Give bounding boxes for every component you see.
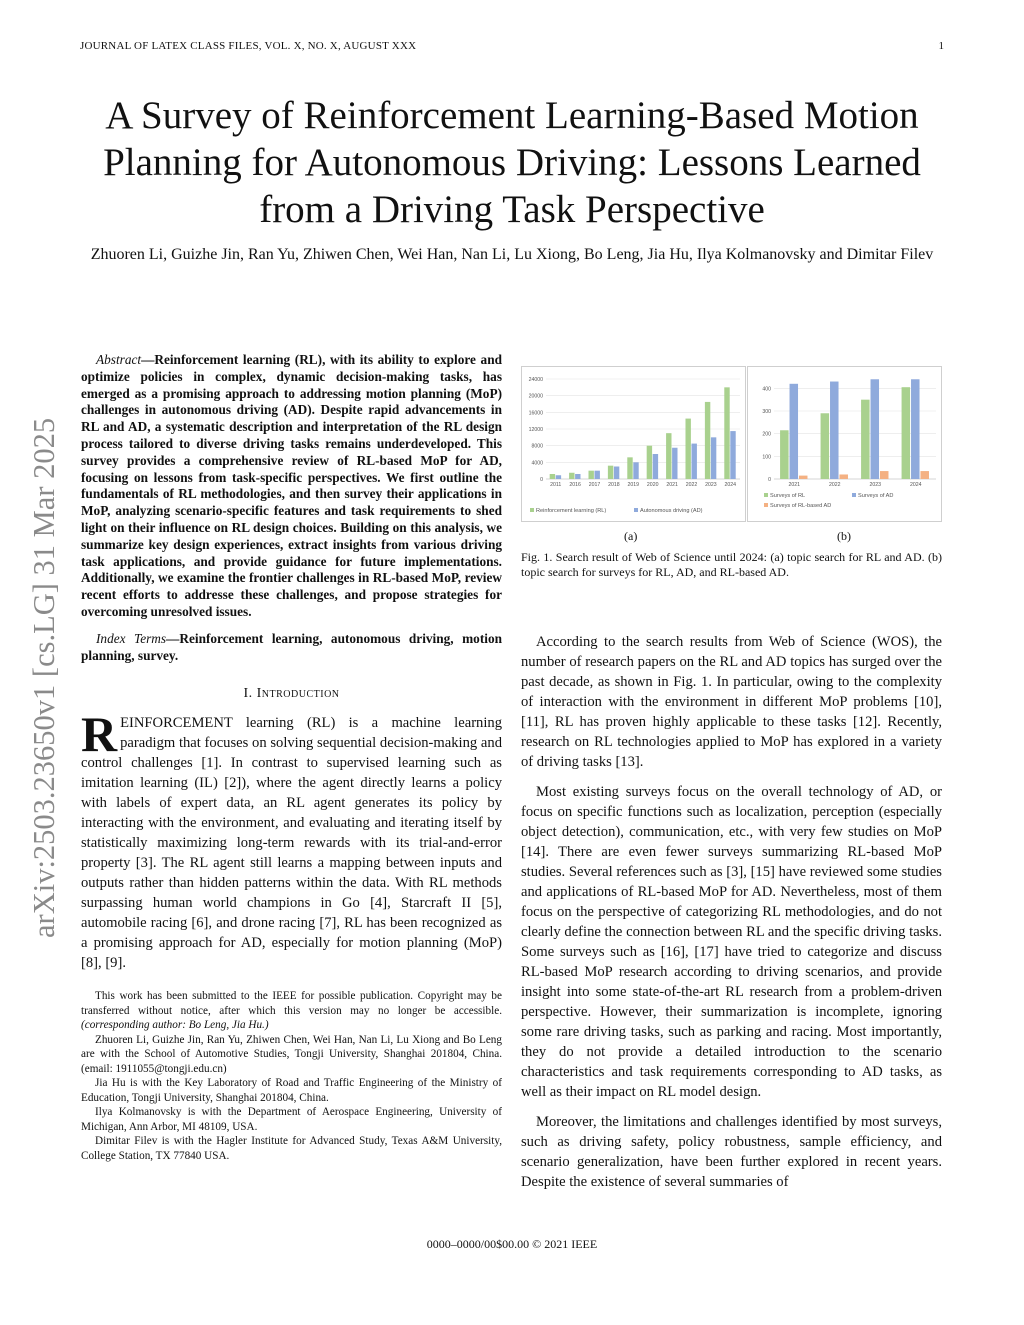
index-terms-lead: Index Terms— (96, 630, 180, 646)
chart-panel-b (747, 366, 942, 522)
bar (790, 384, 799, 479)
x-tick-label: 2024 (724, 482, 737, 488)
x-tick-label: 2019 (627, 482, 640, 488)
footnote-submission: This work has been submitted to the IEEE for possible publication. Copyright may be transferred without notice, after which this version may no longer be accessible. (corresponding author: Bo Leng, Jia Hu.) (81, 990, 502, 1032)
bar (575, 474, 580, 479)
bar (711, 437, 716, 479)
legend-swatch (530, 508, 534, 512)
running-head: JOURNAL OF LATEX CLASS FILES, VOL. X, NO. X, AUGUST XXX (80, 40, 417, 52)
intro-paragraph (81, 706, 502, 973)
y-tick-label: 200 (762, 431, 771, 438)
legend-entry: Surveys of AD (858, 493, 894, 499)
bar (633, 462, 638, 479)
footnote-corresponding: (corresponding author: Bo Leng, Jia Hu.) (81, 1019, 269, 1032)
y-tick-label: 12000 (528, 427, 543, 433)
figure-1 (521, 366, 942, 550)
footnote-affiliation: Ilya Kolmanovsky is with the Department of Aerospace Engineering, University of Michigan, Ann Arbor, MI 48109, USA. (81, 1106, 502, 1133)
section-number: I. (243, 686, 253, 702)
copyright-footer: 0000–0000/00$00.00 © 2021 IEEE (426, 1237, 598, 1251)
body-paragraph: Moreover, the limitations and challenges identified by most surveys, such as driving safety, policy robustness, sample efficiency, and scenario generalization, have been further explored in recent years. Despite the existence of several summaries of (521, 1114, 942, 1190)
paper-title: A Survey of Reinforcement Learning-Based Motion Planning for Autonomous Driving: Lessons Learned from a Driving Task Perspective (103, 94, 921, 231)
footnote-affiliation: Zhuoren Li, Guizhe Jin, Ran Yu, Zhiwen Chen, Wei Han, Nan Li, Lu Xiong and Bo Leng are with the School of Automotive Studies, Tongji University, Shanghai 201804, China. (email: 1911055@tongji.edu.cn) (81, 1033, 502, 1075)
x-tick-label: 2016 (569, 482, 581, 488)
legend-entry: Autonomous driving (AD) (640, 508, 703, 514)
bar (839, 474, 848, 479)
legend-swatch (764, 493, 768, 497)
x-tick-label: 2018 (608, 482, 620, 488)
body-paragraph: Most existing surveys focus on the overall technology of AD, or focus on specific functions such as localization, perception (especially object detection), communication, etc., with very few studies on MoP [14]. There are even fewer surveys summarizing RL-based MoP studies. Several references such as [3], [15] have reviewed some studies and applications of RL-based MoP for AD. Nevertheless, most of them focus on the perspective of categorizing RL methodologies, and do not clearly define the connection between RL and the specific driving tasks. Some surveys such as [16], [17] have tried to categorize and discuss RL-based MoP research according to driving scenarios, and provide insight into some state-of-the-art RL research from a problem-driven perspective. However, their summarization is incomplete, ignoring some rare driving tasks, such as parking and racing. Most importantly, they do not provide a detailed introduction to the scenario characteristics and task requirements corresponding to AD tasks, as well as their impact on RL model design. (521, 784, 942, 1100)
bar (830, 382, 839, 479)
y-tick-label: 0 (540, 477, 543, 483)
legend-entry: Surveys of RL (770, 493, 806, 499)
arxiv-stamp (16, 350, 66, 940)
bar (880, 471, 889, 479)
bar (780, 430, 789, 479)
bar (666, 433, 671, 479)
section-heading (81, 684, 502, 704)
x-tick-label: 2020 (646, 482, 659, 488)
y-tick-label: 100 (762, 454, 771, 461)
bar (608, 466, 613, 479)
bar (920, 471, 929, 479)
legend-swatch (852, 493, 856, 497)
bar (871, 379, 880, 479)
abstract (81, 352, 502, 621)
y-tick-label: 4000 (531, 460, 543, 467)
section-title: Introduction (256, 686, 340, 702)
bar (799, 476, 808, 479)
legend-swatch (764, 503, 768, 507)
figure-caption: Fig. 1. Search result of Web of Science until 2024: (a) topic search for RL and AD. (b) topic search for surveys for RL, AD, and RL-based AD. (521, 550, 942, 579)
footnote-affiliation: Dimitar Filev is with the Hagler Institute for Advanced Study, Texas A&M University, College Station, TX 77840 USA. (81, 1135, 502, 1162)
bar (653, 454, 658, 479)
y-tick-label: 400 (762, 386, 771, 393)
legend-swatch (634, 508, 638, 512)
abstract-text: Reinforcement learning (RL), with its ability to explore and optimize policies in complex, dynamic decision-making tasks, has emerged as a promising approach to addressing motion planning (MoP) challenges in autonomous driving (AD). Despite rapid advancements in RL and AD, a systematic description and interpretation of the RL design process tailored to diverse driving tasks remains underdeveloped. This survey provides a comprehensive review of RL-based MoP for AD, focusing on lessons from task-specific perspectives. We first outline the fundamentals of RL methodologies, and then survey their applications in MoP, analyzing scenario-specific features and task requirements to shed light on their influence on RL design choices. Building on this analysis, we summarize key design experiences, extract insights from various driving task applications, and provide guidance for future implementations. Additionally, we examine the frontier challenges in RL-based MoP, review recent efforts to addresse these challenges, and propose strategies for overcoming unresolved issues. (81, 352, 502, 619)
bar (672, 448, 677, 479)
bar (902, 387, 911, 479)
right-column (521, 366, 942, 1192)
abstract-lead: Abstract— (96, 352, 155, 367)
bar (705, 402, 710, 479)
bar (588, 471, 593, 479)
y-tick-label: 8000 (531, 443, 543, 450)
dropcap: R (81, 706, 118, 763)
left-column (81, 352, 502, 1163)
bar (647, 446, 652, 479)
y-tick-label: 20000 (528, 393, 543, 400)
x-tick-label: 2022 (828, 482, 841, 488)
bar-chart-rl-ad (522, 367, 745, 521)
chart-panel-a (521, 366, 746, 522)
legend-entry: Reinforcement learning (RL) (536, 508, 607, 514)
footnote-affiliation: Jia Hu is with the Key Laboratory of Road and Traffic Engineering of the Ministry of Education, Tongji University, Shanghai 201804, China. (81, 1077, 502, 1104)
panel-label-a: (a) (624, 529, 638, 543)
x-tick-label: 2011 (550, 482, 562, 488)
intro-text: EINFORCEMENT learning (RL) is a machine learning paradigm that focuses on solving sequential decision-making and control challenges [1]. In contrast to supervised learning such as imitation learning (IL) [2]), where the agent directly learns a policy with labels of expert data, an RL agent generates its policy by interacting with the environment, and evaluating and iterating itself by statistically maximizing long-term rewards with its trial-and-error property [3]. The RL agent still learns a mapping between inputs and outputs rather than hidden patterns within the data. With RL methods surpassing human world champions in Go [4], Starcraft II [5], automobile racing [6], and drone racing [7], RL has been recognized as a promising approach for AD, especially for motion planning (MoP) [8], [9]. (81, 715, 502, 972)
bar (821, 413, 830, 479)
bar (685, 419, 690, 479)
x-tick-label: 2023 (869, 482, 882, 488)
bar (550, 474, 555, 479)
y-tick-label: 16000 (528, 410, 543, 417)
legend-entry: Surveys of RL-based AD (770, 503, 832, 509)
x-tick-label: 2022 (685, 482, 698, 488)
x-tick-label: 2021 (788, 482, 801, 488)
footnotes (81, 989, 502, 1163)
x-tick-label: 2017 (588, 482, 601, 488)
panel-label-b: (b) (837, 529, 851, 543)
bar (724, 387, 729, 479)
bar (627, 457, 632, 479)
x-tick-label: 2024 (909, 482, 922, 488)
bar (861, 400, 870, 479)
bar (911, 379, 920, 479)
body-paragraph: According to the search results from Web of Science (WOS), the number of research papers on the RL and AD topics has surged over the past decade, as shown in Fig. 1. In particular, owing to the complexity of interaction with the environment in different MoP problems [10], [11], RL has proven highly applicable to these tasks [12]. Recently, research on RL technologies applied to MoP has explored in a variety of driving tasks [13]. (521, 634, 942, 770)
bar-chart-surveys (748, 367, 941, 521)
bar (692, 444, 697, 479)
arxiv-stamp-text: arXiv:2503.23650v1 [cs.LG] 31 Mar 2025 (27, 417, 61, 938)
bar (556, 475, 561, 479)
author-list: Zhuoren Li, Guizhe Jin, Ran Yu, Zhiwen Chen, Wei Han, Nan Li, Lu Xiong, Bo Leng, Jia Hu, Ilya Kolmanovsky and Dimitar Filev (90, 246, 934, 263)
index-terms-text: Reinforcement learning, autonomous driving, motion planning, survey. (81, 630, 502, 663)
index-terms (81, 631, 502, 665)
x-tick-label: 2023 (705, 482, 717, 488)
bar (569, 473, 574, 479)
y-tick-label: 24000 (528, 377, 543, 383)
y-tick-label: 300 (762, 409, 771, 415)
y-tick-label: 0 (768, 477, 771, 483)
page-number: 1 (938, 40, 944, 52)
bar (730, 431, 735, 479)
bar (595, 471, 600, 479)
x-tick-label: 2021 (666, 482, 678, 488)
bar (614, 467, 619, 480)
